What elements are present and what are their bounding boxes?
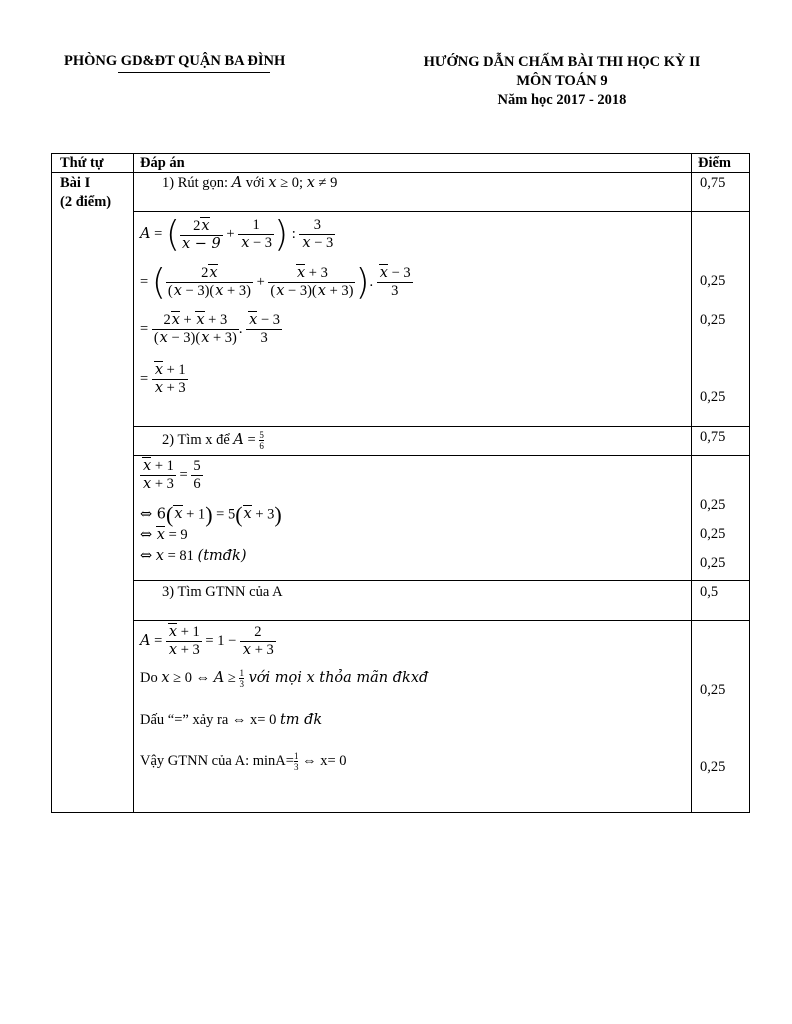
part3-conclusion-prefix: Vậy GTNN của A: minA= [140, 752, 294, 769]
department-name: PHÒNG GD&ĐT QUẬN BA ĐÌNH [64, 53, 286, 69]
part1-label: 1) Rút gọn: [162, 175, 232, 191]
part3-do-prefix: Do [140, 669, 162, 686]
document-title-block [372, 53, 752, 110]
part2-formula-3: ⇔ x = 9 [140, 527, 188, 543]
table-header-divider [51, 172, 750, 173]
part2-formula-2: ⇔ 6(x + 1) = 5(x + 3) [140, 502, 282, 527]
part1-step-score: 0,25 [700, 273, 726, 289]
part1-step-score: 0,25 [700, 312, 726, 328]
table-border-right [749, 153, 750, 813]
part3-score: 0,5 [700, 584, 719, 600]
table-border-top [51, 153, 750, 154]
subject: MÔN TOÁN 9 [516, 73, 608, 89]
part2-score: 0,75 [700, 429, 726, 445]
part3-equality-text: Dấu “=” xảy ra ⇔ x= 0 [140, 712, 280, 728]
row-divider [133, 580, 750, 581]
part3-conclusion-suffix: ⇔ x= 0 [298, 752, 347, 769]
part1-task: 1) Rút gọn: A với x ≥ 0; x ≠ 9 [162, 175, 338, 191]
part3-do-suffix: với mọi x thỏa mãn đkxđ [243, 669, 429, 686]
col-header-score: Điểm [698, 155, 732, 171]
part3-step-score: 0,25 [700, 759, 726, 775]
department-underline [118, 72, 270, 73]
part2-tmdk: (tmđk) [197, 548, 247, 564]
table-border-bottom [51, 812, 750, 813]
part3-step-score: 0,25 [700, 682, 726, 698]
part1-step-score: 0,25 [700, 389, 726, 405]
part3-reasoning: Do x ≥ 0 ⇔ $A \ge \frac{1}{3}$ với mọi x thỏa mãn đkxđ [140, 668, 429, 689]
part1-formula-1: A = ( $\frac{2x}{x - 9}$ + $\frac{1}{x - 3}$ ) : $\frac{3}{x - 3}$ [140, 214, 334, 255]
column-divider [133, 153, 134, 813]
part2-task: 2) Tìm x để $A = \frac{5}{6}$ [162, 430, 264, 451]
part1-score: 0,75 [700, 175, 726, 191]
school-year: Năm học 2017 - 2018 [497, 92, 627, 108]
row-divider [133, 455, 750, 456]
problem-points: (2 điểm) [60, 194, 112, 210]
part3-formula-1: A = $\frac{x + 1}{x + 3}$ = 1 − $\frac{2}{x + 3}$ [140, 624, 274, 658]
part2-step-score: 0,25 [700, 497, 726, 513]
row-divider [133, 620, 750, 621]
part1-formula-3: = $\frac{2x + x + 3}{(x - 3)(x + 3)}$ . $\frac{x - 3}{3}$ [140, 312, 281, 346]
part2-label: 2) Tìm x để [162, 431, 234, 448]
part2-step-score: 0,25 [700, 555, 726, 571]
part2-formula-4: ⇔ x = 81 (tmđk) [140, 548, 247, 564]
part3-equality [140, 712, 322, 729]
part1-formula-4: = $\frac{x + 1}{x + 3}$ [140, 362, 186, 396]
row-divider [133, 211, 750, 212]
problem-label: Bài I [60, 175, 91, 191]
column-divider [691, 153, 692, 813]
col-header-order: Thứ tự [60, 155, 104, 171]
part3-equality-tail: tm đk [279, 712, 323, 728]
part1-condition-prefix: với [245, 175, 265, 191]
row-divider [133, 426, 750, 427]
col-header-answer: Đáp án [140, 155, 185, 171]
part2-formula-1: $\frac{x + 1}{x + 3}$ = $\frac{5}{6}$ [140, 458, 203, 493]
part2-step-score: 0,25 [700, 526, 726, 542]
part3-conclusion: Vậy GTNN của A: $\min A=\frac{1}{3}$ ⇔ x= 0 [140, 751, 347, 772]
part3-task: 3) Tìm GTNN của A [162, 584, 283, 600]
document-title: HƯỚNG DẪN CHẤM BÀI THI HỌC KỲ II [423, 54, 701, 70]
table-border-left [51, 153, 52, 813]
part1-formula-2: = ( $\frac{2x}{(x - 3)(x + 3)}$ + $\frac{x + 3}{(x - 3)(x + 3)}$ ). $\frac{x - 3}{3}$ [140, 262, 411, 303]
